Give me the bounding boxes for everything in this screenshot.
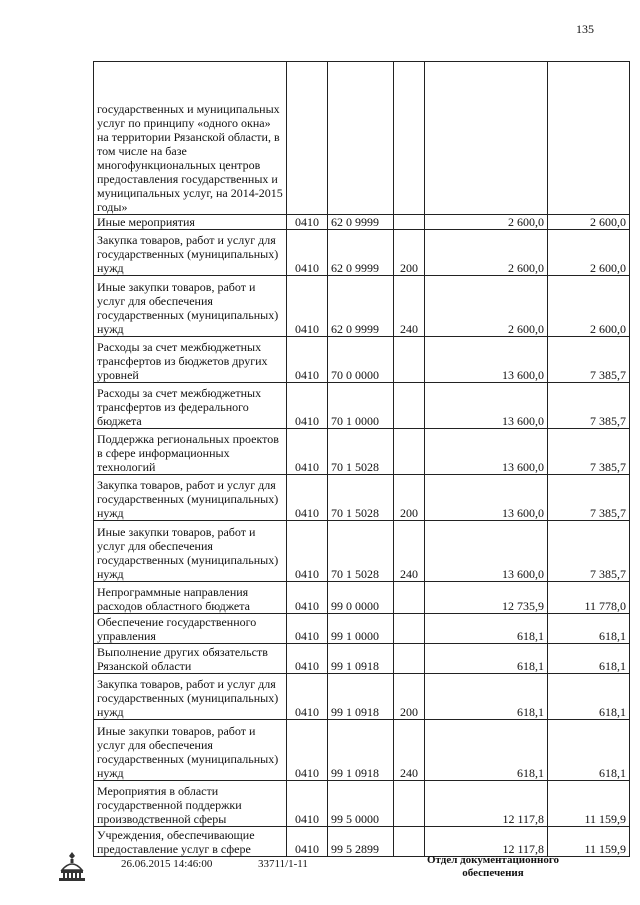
budget-table-body <box>94 62 630 857</box>
row-name: Закупка товаров, работ и услуг для государственных (муниципальных) нужд <box>94 674 287 720</box>
row-name: Поддержка региональных проектов в сфере информационных технологий <box>94 429 287 475</box>
row-type: 200 <box>394 475 425 521</box>
row-type <box>394 383 425 429</box>
row-section: 0410 <box>287 644 328 674</box>
row-section: 0410 <box>287 429 328 475</box>
row-section: 0410 <box>287 230 328 276</box>
row-csr: 99 5 0000 <box>328 781 394 827</box>
row-amount-2015: 13 600,0 <box>425 429 548 475</box>
table-row <box>94 582 630 614</box>
row-csr: 62 0 9999 <box>328 215 394 230</box>
row-csr: 99 1 0000 <box>328 614 394 644</box>
row-type: 200 <box>394 230 425 276</box>
table-row <box>94 62 630 215</box>
row-amount-2016: 7 385,7 <box>548 383 630 429</box>
table-row <box>94 781 630 827</box>
row-amount-2015: 618,1 <box>425 644 548 674</box>
row-name: Иные мероприятия <box>94 215 287 230</box>
row-csr: 99 0 0000 <box>328 582 394 614</box>
row-amount-2016: 7 385,7 <box>548 429 630 475</box>
row-name: Обеспечение государственного управления <box>94 614 287 644</box>
row-amount-2015: 12 117,8 <box>425 827 548 857</box>
row-section: 0410 <box>287 781 328 827</box>
row-name: Закупка товаров, работ и услуг для государственных (муниципальных) нужд <box>94 230 287 276</box>
row-section: 0410 <box>287 827 328 857</box>
row-amount-2015: 12 735,9 <box>425 582 548 614</box>
table-row <box>94 720 630 781</box>
row-amount-2016: 7 385,7 <box>548 475 630 521</box>
row-name: Иные закупки товаров, работ и услуг для обеспечения государственных (муниципальных) нужд <box>94 276 287 337</box>
row-amount-2015: 618,1 <box>425 674 548 720</box>
row-amount-2016: 618,1 <box>548 674 630 720</box>
row-amount-2015: 618,1 <box>425 720 548 781</box>
table-row <box>94 674 630 720</box>
budget-table <box>93 61 630 857</box>
row-amount-2016: 618,1 <box>548 614 630 644</box>
row-csr: 70 1 5028 <box>328 521 394 582</box>
row-type <box>394 644 425 674</box>
row-section: 0410 <box>287 521 328 582</box>
stamp-doc-number: 33711/1-11 <box>258 858 308 870</box>
row-section: 0410 <box>287 276 328 337</box>
table-row <box>94 644 630 674</box>
row-type: 240 <box>394 720 425 781</box>
row-csr: 62 0 9999 <box>328 230 394 276</box>
row-name: Выполнение других обязательств Рязанской области <box>94 644 287 674</box>
row-name: Закупка товаров, работ и услуг для государственных (муниципальных) нужд <box>94 475 287 521</box>
row-type <box>394 337 425 383</box>
row-csr: 70 1 5028 <box>328 475 394 521</box>
row-amount-2015 <box>425 62 548 215</box>
row-amount-2016: 7 385,7 <box>548 337 630 383</box>
row-section: 0410 <box>287 337 328 383</box>
table-row <box>94 337 630 383</box>
row-section: 0410 <box>287 674 328 720</box>
row-amount-2016: 618,1 <box>548 720 630 781</box>
row-type <box>394 215 425 230</box>
row-csr: 62 0 9999 <box>328 276 394 337</box>
row-type: 240 <box>394 276 425 337</box>
duma-emblem-icon <box>54 850 90 887</box>
row-csr: 99 1 0918 <box>328 644 394 674</box>
table-row <box>94 215 630 230</box>
row-amount-2016: 11 159,9 <box>548 781 630 827</box>
row-amount-2015: 13 600,0 <box>425 521 548 582</box>
row-section <box>287 62 328 215</box>
row-amount-2016: 11 778,0 <box>548 582 630 614</box>
table-row <box>94 429 630 475</box>
row-csr: 70 0 0000 <box>328 337 394 383</box>
row-amount-2016: 7 385,7 <box>548 521 630 582</box>
row-amount-2015: 13 600,0 <box>425 337 548 383</box>
row-section: 0410 <box>287 614 328 644</box>
row-type <box>394 781 425 827</box>
department-label: Отдел документационного обеспечения <box>426 854 560 879</box>
page-footer <box>0 850 640 890</box>
row-name: Мероприятия в области государственной поддержки производственной сферы <box>94 781 287 827</box>
row-name: Иные закупки товаров, работ и услуг для обеспечения государственных (муниципальных) нужд <box>94 720 287 781</box>
table-row <box>94 230 630 276</box>
row-amount-2016: 2 600,0 <box>548 215 630 230</box>
stamp-timestamp: 26.06.2015 14:46:00 <box>121 858 213 870</box>
row-type <box>394 429 425 475</box>
row-amount-2016: 2 600,0 <box>548 276 630 337</box>
row-amount-2015: 618,1 <box>425 614 548 644</box>
row-csr: 70 1 5028 <box>328 429 394 475</box>
row-section: 0410 <box>287 383 328 429</box>
row-name: Непрограммные направления расходов областного бюджета <box>94 582 287 614</box>
row-csr <box>328 62 394 215</box>
row-type <box>394 614 425 644</box>
table-row <box>94 475 630 521</box>
row-amount-2016: 618,1 <box>548 644 630 674</box>
table-row <box>94 614 630 644</box>
row-amount-2015: 13 600,0 <box>425 475 548 521</box>
row-name: государственных и муниципальных услуг по принципу «одного окна» на территории Рязанской области, в том числе на базе многофункциональных центров предоставления государственных и муниципальных услуг, на 2014-2015 годы» <box>94 62 287 215</box>
row-csr: 99 1 0918 <box>328 720 394 781</box>
row-name: Иные закупки товаров, работ и услуг для обеспечения государственных (муниципальных) нужд <box>94 521 287 582</box>
row-section: 0410 <box>287 720 328 781</box>
row-name: Расходы за счет межбюджетных трансфертов из бюджетов других уровней <box>94 337 287 383</box>
row-amount-2016: 11 159,9 <box>548 827 630 857</box>
table-row <box>94 521 630 582</box>
row-type <box>394 62 425 215</box>
row-amount-2015: 12 117,8 <box>425 781 548 827</box>
row-amount-2015: 13 600,0 <box>425 383 548 429</box>
row-section: 0410 <box>287 215 328 230</box>
row-amount-2016: 2 600,0 <box>548 230 630 276</box>
table-row <box>94 276 630 337</box>
row-type: 200 <box>394 674 425 720</box>
row-csr: 70 1 0000 <box>328 383 394 429</box>
row-name: Расходы за счет межбюджетных трансфертов из федерального бюджета <box>94 383 287 429</box>
page-number: 135 <box>576 22 594 36</box>
row-amount-2015: 2 600,0 <box>425 215 548 230</box>
row-name: Учреждения, обеспечивающие предоставление услуг в сфере <box>94 827 287 857</box>
row-amount-2016 <box>548 62 630 215</box>
row-csr: 99 1 0918 <box>328 674 394 720</box>
row-type <box>394 582 425 614</box>
table-row <box>94 383 630 429</box>
row-amount-2015: 2 600,0 <box>425 230 548 276</box>
row-amount-2015: 2 600,0 <box>425 276 548 337</box>
row-type: 240 <box>394 521 425 582</box>
row-section: 0410 <box>287 582 328 614</box>
row-section: 0410 <box>287 475 328 521</box>
row-csr: 99 5 2899 <box>328 827 394 857</box>
